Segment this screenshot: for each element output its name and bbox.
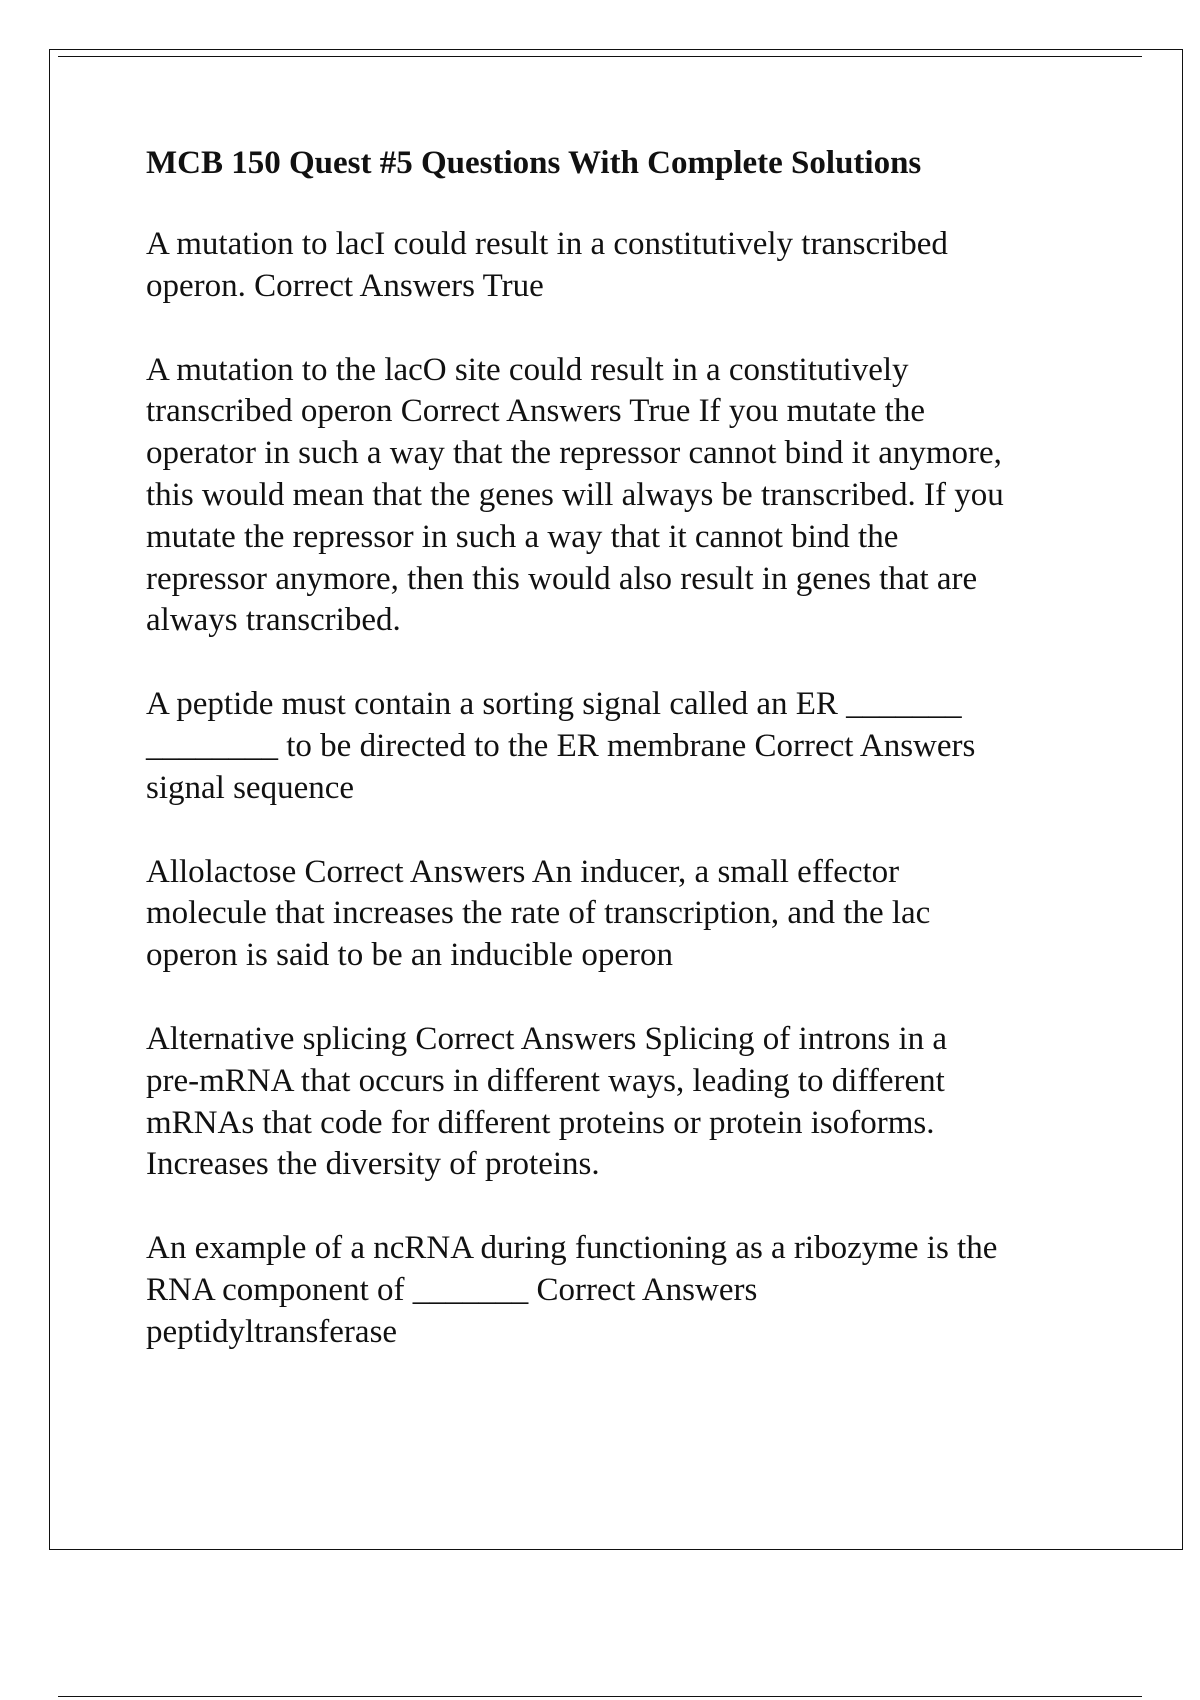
document-title: MCB 150 Quest #5 Questions With Complete Solutions: [146, 145, 922, 181]
qa-entry-alternative-splicing: Alternative splicing Correct Answers Splicing of introns in a pre-mRNA that occurs in different ways, leading to different mRNAs that code for different proteins or protein isoforms. Increases the diversity of proteins.: [146, 1020, 948, 1183]
qa-entry-er-signal: A peptide must contain a sorting signal called an ER _______ ________ to be directed to the ER membrane Correct Answers signal sequence: [146, 686, 976, 806]
qa-entry-ribozyme: An example of a ncRNA during functioning as a ribozyme is the RNA component of _______ Correct Answers peptidyltransferase: [146, 1230, 998, 1350]
qa-entry-laci: A mutation to lacI could result in a constitutively transcribed operon. Correct Answers True: [146, 226, 948, 304]
qa-entry-allolactose: Allolactose Correct Answers An inducer, a small effector molecule that increases the rate of transcription, and the lac operon is said to be an inducible operon: [146, 853, 931, 974]
footer-rule: [58, 1696, 1142, 1697]
document-body: [146, 142, 1106, 1396]
qa-entry-laco: A mutation to the lacO site could result in a constitutively transcribed operon Correct Answers True If you mutate the operator in such a way that the repressor cannot bind it anymore, this would mean that the genes will always be transcribed. If you mutate the repressor in such a way that it cannot bind the repressor anymore, then this would also result in genes that are always transcribed.: [146, 351, 1004, 639]
header-rule: [58, 56, 1142, 57]
